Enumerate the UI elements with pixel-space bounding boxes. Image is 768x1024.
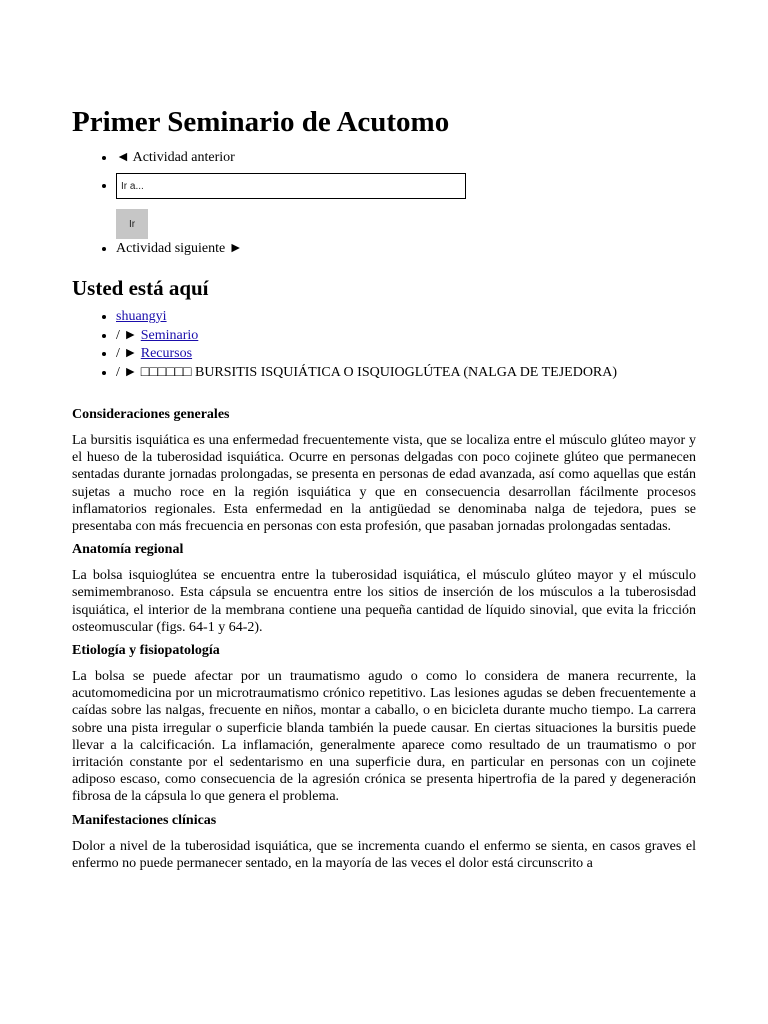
page-title: Primer Seminario de Acutomo: [72, 106, 450, 138]
next-activity-item: [116, 239, 696, 258]
breadcrumb-item-home: [116, 308, 696, 327]
breadcrumb-link-seminario[interactable]: Seminario: [140, 327, 199, 343]
article-content: [72, 406, 696, 872]
breadcrumb-item-seminario: [116, 327, 696, 346]
next-activity-link[interactable]: Actividad siguiente ►: [116, 241, 243, 256]
section-paragraph: La bursitis isquiática es una enfermedad frecuentemente vista, que se localiza entre el músculo glúteo mayor y el hueso de la tuberosidad isquiática. Ocurre en personas delgadas con poco cojinete glúteo que permanecen sentadas durante jornadas prolongadas, se presenta en personas de edad avanzada, así como aquellas que están sujetas a mucho roce en la región isquiática y que en consecuencia desarrollan fácilmente procesos inflamatorios regionales. Esta enfermedad en la antigüedad se denominaba nalga de tejedora, pues se presentaba con más frecuencia en personas con esta profesión, que pasaban jornadas prolongadas sentadas.: [72, 433, 696, 535]
breadcrumb-link-shuangyi[interactable]: shuangyi: [116, 309, 167, 324]
breadcrumb-heading: Usted está aquí: [72, 276, 209, 300]
section-paragraph: La bolsa se puede afectar por un traumatismo agudo o como lo considera de manera recurrente, la acutomomedicina por un microtraumatismo crónico repetitivo. Las lesiones agudas se deben frecuentemente a caídas sobre las nalgas, frecuente en niños, montar a caballo, o en bicicleta durante mucho tiempo. La carrera sobre una pista irregular o superficie blanda también la puede causar. En ciertas situaciones la bursitis puede llevar a la calcificación. La inflamación, generalmente aparece como resultado de un traumatismo o por irritación constante por el sedentarismo en una superficie dura, en particular en personas con un cojinete adiposo escaso, como consecuencia de la agresión crónica se presenta hipertrofia de la pared y degeneración fibrosa de la cápsula lo que genera el problema.: [72, 669, 696, 805]
go-button[interactable]: • Ir: [116, 209, 148, 239]
previous-activity-link[interactable]: ◄ Actividad anterior: [116, 150, 235, 165]
breadcrumb-separator: / ►: [116, 346, 141, 361]
jump-to-input[interactable]: [116, 173, 466, 199]
section-heading: Consideraciones generales: [72, 407, 230, 422]
section-paragraph: Dolor a nivel de la tuberosidad isquiática, que se incrementa cuando el enfermo se sienta, en casos graves el enfermo no puede permanecer sentado, en la mayoría de las veces el dolor está circunscrito a: [72, 838, 696, 871]
breadcrumb-item-current: [116, 364, 696, 383]
breadcrumb-separator: / ►: [116, 327, 141, 343]
section-heading: Anatomía regional: [72, 542, 184, 558]
breadcrumb-link-recursos[interactable]: Recursos: [140, 346, 193, 361]
breadcrumb-item-recursos: [116, 345, 696, 364]
breadcrumb: [72, 308, 696, 382]
section-heading: Etiología y fisiopatología: [72, 643, 220, 659]
activity-nav: [72, 148, 696, 258]
section-paragraph: La bolsa isquioglútea se encuentra entre la tuberosidad isquiática, el músculo glúteo mayor y el músculo semimembranoso. Esta cápsula se encuentra entre los sitios de inserción de los músculos a la tuberosisdad isquiática, el interior de la membrana contiene una pequeña cantidad de líquido sinovial, que evita la fricción osteomuscular (figs. 64-1 y 64-2).: [72, 568, 696, 635]
previous-activity-item: [116, 148, 696, 167]
jump-form-item: [116, 173, 696, 239]
breadcrumb-separator: / ►: [116, 364, 141, 380]
section-heading: Manifestaciones clínicas: [72, 812, 217, 828]
breadcrumb-current-page: □□□□□□ BURSITIS ISQUIÁTICA O ISQUIOGLÚTEA (NALGA DE TEJEDORA): [140, 364, 618, 380]
